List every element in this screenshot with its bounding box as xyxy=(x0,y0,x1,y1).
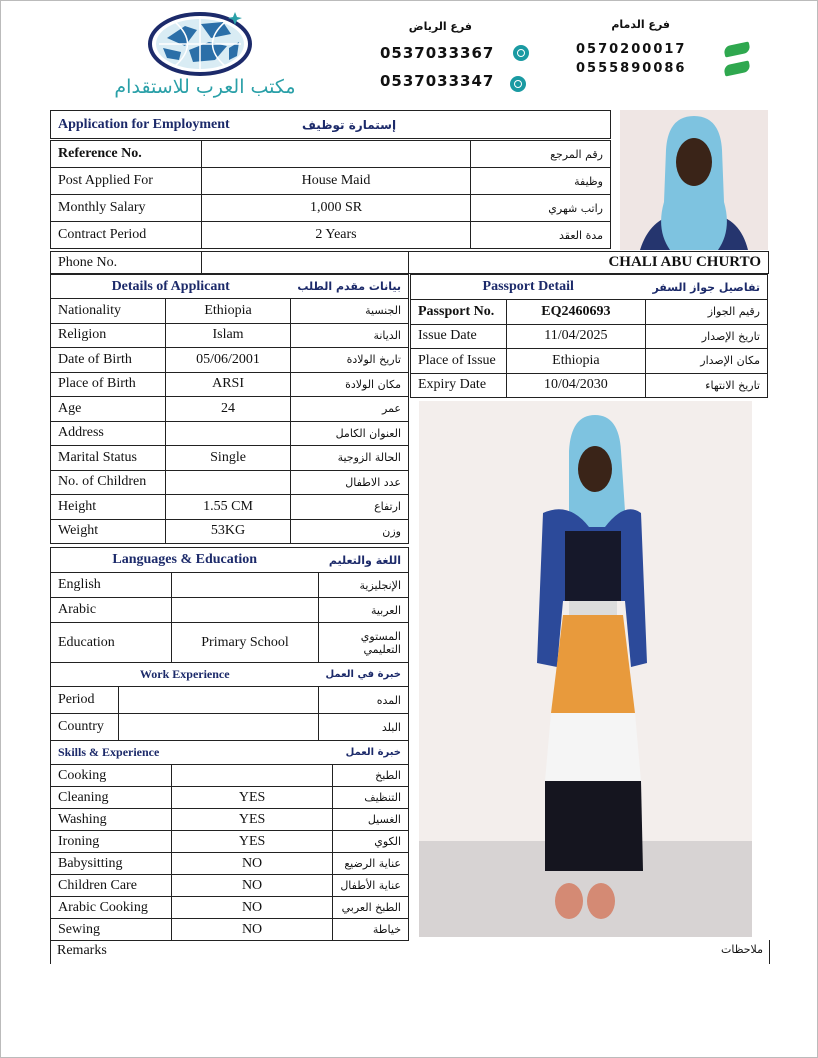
table-row xyxy=(51,831,409,853)
expiry-date-label: Expiry Date xyxy=(411,373,507,398)
country-value xyxy=(119,714,319,741)
table-row xyxy=(411,349,768,374)
washing-label: Washing xyxy=(51,809,172,831)
children-label-ar: عدد الاطفال xyxy=(290,470,408,495)
country-label-ar: البلد xyxy=(319,714,409,741)
issue-date-label: Issue Date xyxy=(411,324,507,349)
table-row xyxy=(411,300,768,325)
table-row xyxy=(51,897,409,919)
dob-label-ar: تاريخ الولادة xyxy=(290,348,408,373)
babysitting-label-ar: عناية الرضيع xyxy=(333,853,409,875)
table-row xyxy=(51,470,409,495)
children-care-label-ar: عناية الأطفال xyxy=(333,875,409,897)
children-care-label: Children Care xyxy=(51,875,172,897)
education-label-ar: المستوي التعليمي xyxy=(319,623,409,663)
riyadh-phone-2[interactable]: 0537033347 xyxy=(380,72,495,90)
logo-text: مكتب العرب للاستقدام xyxy=(114,76,296,98)
languages-heading-ar: اللغة والتعليم xyxy=(319,548,409,573)
sewing-value: NO xyxy=(171,919,333,941)
whatsapp-icon xyxy=(513,45,529,61)
globe-logo-icon xyxy=(145,8,255,80)
pob-label: Place of Birth xyxy=(51,372,166,397)
table-row xyxy=(51,809,409,831)
religion-label: Religion xyxy=(51,323,166,348)
table-row xyxy=(51,222,611,249)
applicant-details-table xyxy=(50,274,409,544)
applicant-heading-en: Details of Applicant xyxy=(51,275,291,299)
table-row xyxy=(51,765,409,787)
ironing-label: Ironing xyxy=(51,831,172,853)
arabic-value xyxy=(172,598,319,623)
english-label-ar: الإنجليزية xyxy=(319,573,409,598)
dammam-phone-2[interactable]: 0555890086 xyxy=(576,61,687,76)
children-label: No. of Children xyxy=(51,470,166,495)
children-value xyxy=(166,470,291,495)
post-value: House Maid xyxy=(202,168,471,195)
religion-value: Islam xyxy=(166,323,291,348)
table-row xyxy=(51,853,409,875)
table-row xyxy=(51,919,409,941)
weight-label: Weight xyxy=(51,519,166,544)
age-label-ar: عمر xyxy=(290,397,408,422)
table-row xyxy=(51,598,409,623)
period-value xyxy=(119,687,319,714)
table-row xyxy=(51,519,409,544)
country-label: Country xyxy=(51,714,119,741)
table-row xyxy=(51,421,409,446)
reference-label: Reference No. xyxy=(51,141,202,168)
address-value xyxy=(166,421,291,446)
arabic-label-ar: العربية xyxy=(319,598,409,623)
cooking-value xyxy=(171,765,333,787)
dammam-phone-1[interactable]: 0570200017 xyxy=(576,42,687,57)
address-label-ar: العنوان الكامل xyxy=(290,421,408,446)
applicant-heading-ar: بيانات مقدم الطلب xyxy=(290,275,408,299)
contract-label-ar: مدة العقد xyxy=(471,222,611,249)
address-label: Address xyxy=(51,421,166,446)
passport-table xyxy=(410,274,768,398)
nationality-label-ar: الجنسية xyxy=(290,299,408,324)
education-value: Primary School xyxy=(172,623,319,663)
remarks-row xyxy=(50,940,769,964)
pob-value: ARSI xyxy=(166,372,291,397)
contract-value: 2 Years xyxy=(202,222,471,249)
marital-label-ar: الحالة الزوجية xyxy=(290,446,408,471)
top-details-table xyxy=(50,140,611,249)
full-body-photo xyxy=(419,401,752,937)
remarks-divider xyxy=(769,940,770,964)
weight-label-ar: وزن xyxy=(290,519,408,544)
table-row xyxy=(51,168,611,195)
applicant-name: CHALI ABU CHURTO xyxy=(409,252,769,274)
passport-no-label-ar: رقيم الجواز xyxy=(645,300,767,325)
form-title-table xyxy=(50,110,611,139)
languages-table xyxy=(50,547,409,663)
height-value: 1.55 CM xyxy=(166,495,291,520)
arabic-label: Arabic xyxy=(51,598,172,623)
pob-label-ar: مكان الولادة xyxy=(290,372,408,397)
phone-value[interactable] xyxy=(202,252,409,274)
cooking-label: Cooking xyxy=(51,765,172,787)
skills-heading-ar: خبرة العمل xyxy=(333,741,409,765)
sewing-label-ar: خياطة xyxy=(333,919,409,941)
babysitting-value: NO xyxy=(171,853,333,875)
english-label: English xyxy=(51,573,172,598)
religion-label-ar: الديانة xyxy=(290,323,408,348)
passport-heading-ar: تفاصيل جواز السفر xyxy=(645,275,767,300)
babysitting-label: Babysitting xyxy=(51,853,172,875)
arabic-cooking-label-ar: الطبخ العربي xyxy=(333,897,409,919)
table-row xyxy=(51,141,611,168)
arabic-cooking-value: NO xyxy=(171,897,333,919)
reference-value xyxy=(202,141,471,168)
table-row xyxy=(51,195,611,222)
portrait-photo-icon xyxy=(620,110,768,250)
salary-label-ar: راتب شهري xyxy=(471,195,611,222)
table-row xyxy=(51,687,409,714)
children-care-value: NO xyxy=(171,875,333,897)
issue-date-value: 11/04/2025 xyxy=(506,324,645,349)
reference-label-ar: رقم المرجع xyxy=(471,141,611,168)
place-of-issue-label-ar: مكان الإصدار xyxy=(645,349,767,374)
table-row xyxy=(51,372,409,397)
contract-label: Contract Period xyxy=(51,222,202,249)
passport-heading-en: Passport Detail xyxy=(411,275,646,300)
sewing-label: Sewing xyxy=(51,919,172,941)
form-title-en: Application for Employment xyxy=(51,111,296,139)
work-heading-ar: خبرة في العمل xyxy=(319,663,409,687)
branch-riyadh-label: فرع الرياض xyxy=(408,20,472,33)
whatsapp-icon xyxy=(510,76,526,92)
place-of-issue-label: Place of Issue xyxy=(411,349,507,374)
arabic-cooking-label: Arabic Cooking xyxy=(51,897,172,919)
table-row xyxy=(51,573,409,598)
form-title-ar: إستمارة توظيف xyxy=(295,111,611,139)
weight-value: 53KG xyxy=(166,519,291,544)
english-value xyxy=(172,573,319,598)
table-row xyxy=(51,299,409,324)
skills-heading-en: Skills & Experience xyxy=(51,741,333,765)
period-label-ar: المده xyxy=(319,687,409,714)
age-label: Age xyxy=(51,397,166,422)
cleaning-label-ar: التنظيف xyxy=(333,787,409,809)
table-row xyxy=(51,495,409,520)
table-row xyxy=(51,787,409,809)
marital-value: Single xyxy=(166,446,291,471)
languages-heading-en: Languages & Education xyxy=(51,548,319,573)
washing-value: YES xyxy=(171,809,333,831)
post-label: Post Applied For xyxy=(51,168,202,195)
phone-label: Phone No. xyxy=(51,252,202,274)
phone-name-table xyxy=(50,251,769,274)
salary-label: Monthly Salary xyxy=(51,195,202,222)
place-of-issue-value: Ethiopia xyxy=(506,349,645,374)
table-row xyxy=(411,373,768,398)
salary-value: 1,000 SR xyxy=(202,195,471,222)
height-label-ar: ارتفاع xyxy=(290,495,408,520)
portrait-photo xyxy=(620,110,768,250)
table-row xyxy=(51,875,409,897)
dob-value: 05/06/2001 xyxy=(166,348,291,373)
remarks-label-ar: ملاحظات xyxy=(721,943,763,956)
table-row xyxy=(51,348,409,373)
work-experience-table xyxy=(50,662,409,741)
table-row xyxy=(51,714,409,741)
nationality-label: Nationality xyxy=(51,299,166,324)
issue-date-label-ar: تاريخ الإصدار xyxy=(645,324,767,349)
skills-table xyxy=(50,740,409,941)
height-label: Height xyxy=(51,495,166,520)
cleaning-value: YES xyxy=(171,787,333,809)
dob-label: Date of Birth xyxy=(51,348,166,373)
age-value: 24 xyxy=(166,397,291,422)
nationality-value: Ethiopia xyxy=(166,299,291,324)
full-body-photo-icon xyxy=(419,401,752,937)
expiry-date-value: 10/04/2030 xyxy=(506,373,645,398)
passport-no-value: EQ2460693 xyxy=(506,300,645,325)
table-row xyxy=(51,446,409,471)
washing-label-ar: الغسيل xyxy=(333,809,409,831)
marital-label: Marital Status xyxy=(51,446,166,471)
cleaning-label: Cleaning xyxy=(51,787,172,809)
cooking-label-ar: الطبخ xyxy=(333,765,409,787)
remarks-label: Remarks xyxy=(57,943,107,958)
passport-no-label: Passport No. xyxy=(411,300,507,325)
education-label: Education xyxy=(51,623,172,663)
period-label: Period xyxy=(51,687,119,714)
ironing-value: YES xyxy=(171,831,333,853)
post-label-ar: وظيفة xyxy=(471,168,611,195)
branch-dammam-label: فرع الدمام xyxy=(611,18,670,31)
ironing-label-ar: الكوي xyxy=(333,831,409,853)
work-heading-en: Work Experience xyxy=(51,663,319,687)
riyadh-phone-1[interactable]: 0537033367 xyxy=(380,44,495,62)
expiry-date-label-ar: تاريخ الانتهاء xyxy=(645,373,767,398)
table-row xyxy=(51,623,409,663)
table-row xyxy=(51,323,409,348)
table-row xyxy=(411,324,768,349)
table-row xyxy=(51,397,409,422)
